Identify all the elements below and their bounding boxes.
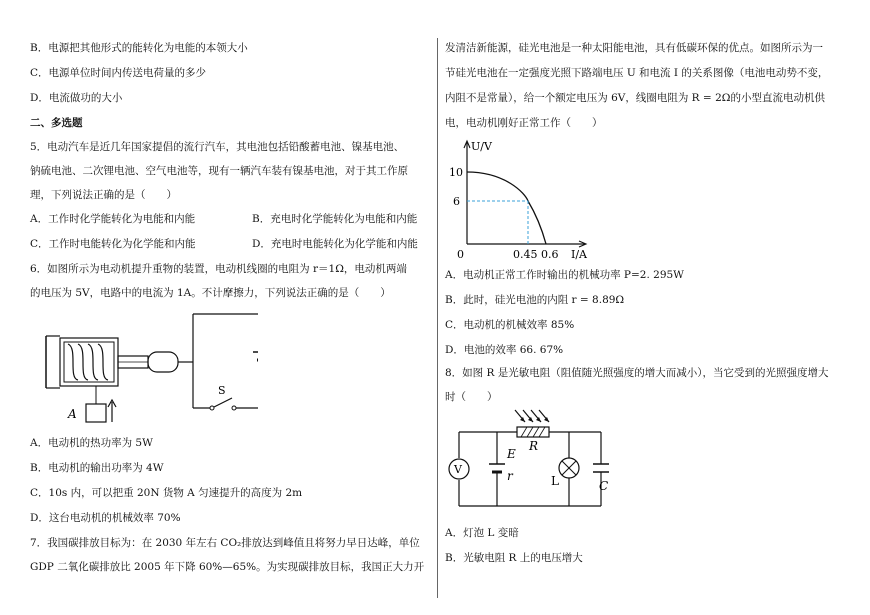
q7-option-a: A．电动机正常工作时输出的机械功率 P=2. 295W [445, 269, 684, 281]
internal-resistance-label: r [507, 469, 513, 483]
q5-stem-line1: 5．电动汽车是近几年国家提倡的流行汽车，其电池包括铅酸蓄电池、镍基电池、 [30, 141, 405, 153]
x-tick-045: 0.45 [513, 248, 538, 260]
x-tick-0: 0 [457, 248, 464, 260]
q5-stem-line2: 钠硫电池、二次锂电池、空气电池等，现有一辆汽车装有镍基电池，对于其工作原 [30, 165, 408, 177]
q7-option-c: C．电动机的机械效率 85% [445, 319, 575, 331]
q7-stem-line3: 发清洁新能源，硅光电池是一种太阳能电池，具有低碳环保的优点。如图所示为一 [445, 42, 823, 54]
q7-stem-line1: 7．我国碳排放目标为：在 2030 年左右 CO₂排放达到峰值且将努力早日达峰，单位 [30, 537, 420, 549]
q7-stem-line2: GDP 二氧化碳排放比 2005 年下降 60%—65%。为实现碳排放目标，我国正大力开 [30, 561, 425, 573]
y-tick-10: 10 [449, 166, 463, 179]
q5-option-b: B．充电时化学能转化为电能和内能 [252, 213, 418, 225]
q4-option-b: B．电源把其他形式的能转化为电能的本领大小 [30, 42, 248, 54]
switch-label: S [218, 384, 226, 397]
lamp-label: L [551, 474, 559, 488]
q6-stem-line2: 的电压为 5V，电路中的电流为 1A。不计摩擦力，下列说法正确的是（ ） [30, 287, 391, 299]
q8-stem-line2: 时（ ） [445, 391, 498, 403]
weight-label: A [68, 407, 77, 421]
q7-option-d: D．电池的效率 66. 67% [445, 344, 564, 356]
x-tick-06: 0.6 [541, 248, 559, 260]
q5-option-c: C．工作时电能转化为化学能和内能 [30, 238, 196, 250]
q7-stem-line6: 电，电动机刚好正常工作（ ） [445, 117, 603, 129]
voltmeter-label: V [454, 463, 462, 476]
q6-option-d: D．这台电动机的机械效率 70% [30, 512, 181, 524]
y-axis-label: U/V [471, 140, 492, 153]
q4-option-c: C．电源单位时间内传送电荷量的多少 [30, 67, 207, 79]
q8-option-b: B．光敏电阻 R 上的电压增大 [445, 552, 583, 564]
motor-circuit-figure [38, 308, 258, 428]
capacitor-label: C [599, 479, 609, 493]
q7-stem-line4: 节硅光电池在一定强度光照下路端电压 U 和电流 I 的关系图像（电池电动势不变， [445, 67, 829, 79]
q6-option-a: A．电动机的热功率为 5W [30, 437, 153, 449]
column-divider [437, 38, 438, 598]
emf-label: E [507, 447, 516, 461]
q4-option-d: D．电流做功的大小 [30, 92, 123, 104]
q8-stem-line1: 8．如图 R 是光敏电阻（阻值随光照强度的增大而减小），当它受到的光照强度增大 [445, 367, 829, 379]
q6-stem-line1: 6．如图所示为电动机提升重物的装置，电动机线圈的电阻为 r＝1Ω，电动机两端 [30, 263, 407, 275]
photoresistor-label: R [529, 439, 539, 453]
x-axis-label: I/A [571, 248, 587, 260]
q6-option-c: C．10s 内，可以把重 20N 货物 A 匀速提升的高度为 2m [30, 487, 303, 499]
ui-graph [445, 138, 595, 260]
q5-option-d: D．充电时电能转化为化学能和内能 [252, 238, 418, 250]
q6-option-b: B．电动机的输出功率为 4W [30, 462, 164, 474]
q5-stem-line3: 理，下列说法正确的是（ ） [30, 189, 177, 201]
q7-option-b: B．此时，硅光电池的内阻 r = 8.89Ω [445, 294, 625, 306]
y-tick-6: 6 [453, 195, 460, 208]
q8-option-a: A．灯泡 L 变暗 [445, 527, 519, 539]
q7-stem-line5: 内阻不是常量），给一个额定电压为 6V，线圈电阻为 R = 2Ω的小型直流电动机供 [445, 92, 825, 104]
section-title: 二、多选题 [30, 117, 83, 129]
q5-option-a: A．工作时化学能转化为电能和内能 [30, 213, 196, 225]
photoresistor-circuit [445, 406, 615, 514]
